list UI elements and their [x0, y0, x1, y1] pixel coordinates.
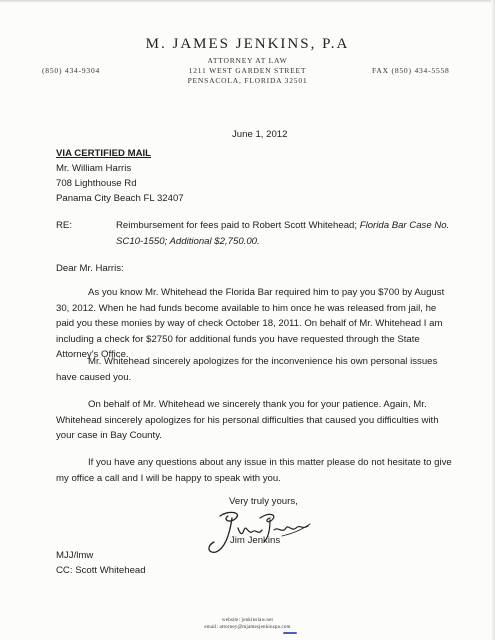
cc-line: CC: Scott Whitehead: [56, 565, 146, 576]
closing: Very truly yours,: [229, 496, 298, 507]
delivery-method: VIA CERTIFIED MAIL: [56, 148, 152, 159]
scan-edge: [0, 0, 495, 3]
body-paragraph: As you know Mr. Whitehead the Florida Bar required him to pay you $700 by August 30, 2012. When he had funds become available to him once he was released from jail, he paid you these monies by way of check October 18, 2011. On behalf of Mr. Whitehead I am including a check for $2750 for additional funds you have requested through the State Attorney's Office.: [56, 287, 445, 360]
re-label: RE:: [56, 220, 72, 231]
body-paragraph: Mr. Whitehead sincerely apologizes for the inconvenience his own personal issues have caused you.: [56, 356, 438, 383]
letterhead-phone: (850) 434-9304: [42, 66, 101, 75]
re-subject: [116, 218, 456, 249]
ink-mark: [283, 632, 297, 634]
letter-date: June 1, 2012: [232, 129, 288, 140]
letterhead-fax: FAX (850) 434-5558: [372, 66, 450, 75]
letterhead-city: PENSACOLA, FLORIDA 32501: [187, 76, 308, 85]
footer-email: email: attorney@mjamesjenkinspa.com: [204, 625, 291, 630]
letterhead-street: 1211 WEST GARDEN STREET: [188, 66, 307, 75]
footer-website: website: jenkinslaw.net: [221, 618, 274, 623]
body-paragraph: If you have any questions about any issue in this matter please do not hesitate to give my office a call and I will be happy to speak with you.: [56, 457, 452, 484]
scan-edge: [491, 0, 495, 640]
signer-name: Jim Jenkins: [230, 535, 281, 546]
letterhead-title: ATTORNEY AT LAW: [207, 56, 288, 65]
recipient-city: Panama City Beach FL 32407: [56, 193, 184, 204]
re-subject-italic: Florida Bar Case No. SC10-1550; Additional $2,750.00.: [116, 220, 450, 247]
typist-initials: MJJ/lmw: [56, 550, 94, 561]
recipient-name: Mr. William Harris: [56, 163, 132, 174]
body-paragraph: On behalf of Mr. Whitehead we sincerely thank you for your patience. Again, Mr. Whitehead sincerely apologizes for his personal difficulties that caused you difficulties with your case in Bay County.: [56, 399, 439, 441]
salutation: Dear Mr. Harris:: [56, 263, 124, 274]
recipient-street: 708 Lighthouse Rd: [56, 178, 137, 189]
letterhead-name: M. JAMES JENKINS, P.A: [145, 36, 350, 52]
re-subject-plain: Reimbursement for fees paid to Robert Scott Whitehead;: [116, 220, 358, 231]
